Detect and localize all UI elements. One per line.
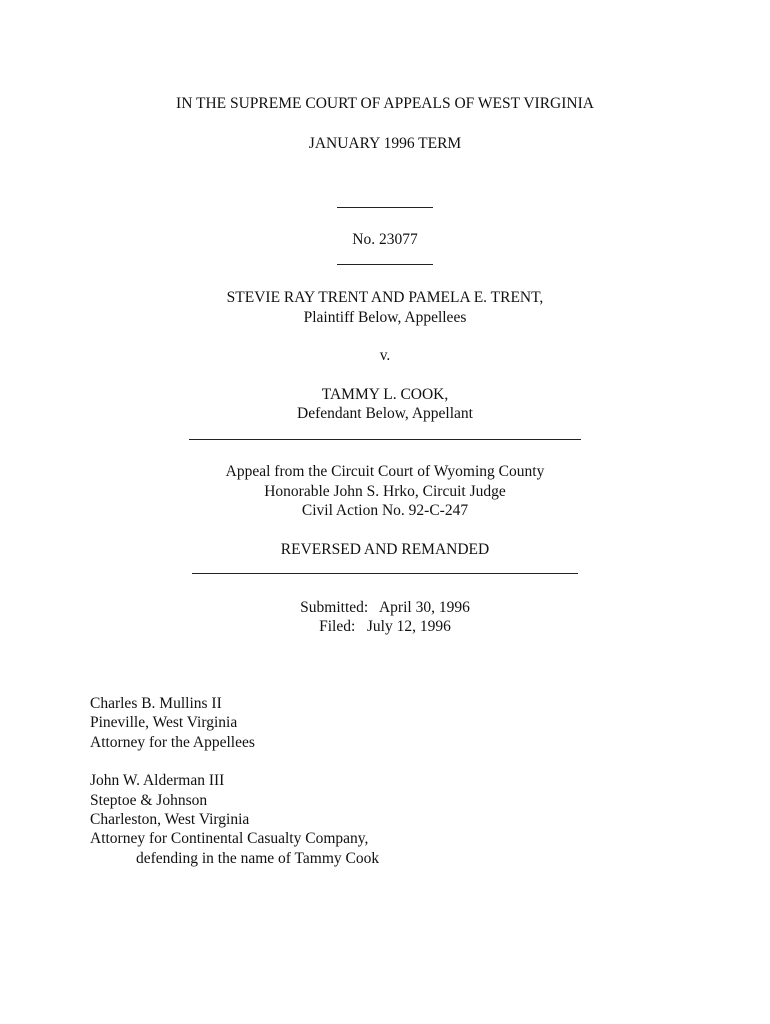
appellant-attorney-firm: Steptoe & Johnson xyxy=(90,792,208,809)
defendant: TAMMY L. COOK, xyxy=(321,386,449,403)
plaintiffs-role: Plaintiff Below, Appellees xyxy=(303,309,467,326)
rule-short-2 xyxy=(337,264,433,265)
disposition: REVERSED AND REMANDED xyxy=(280,541,490,558)
versus: v. xyxy=(379,347,391,364)
plaintiffs: STEVIE RAY TRENT AND PAMELA E. TRENT, xyxy=(226,289,544,306)
appeal-judge: Honorable John S. Hrko, Circuit Judge xyxy=(264,483,506,500)
appellees-attorney-location: Pineville, West Virginia xyxy=(90,714,238,731)
case-number: No. 23077 xyxy=(352,231,418,248)
rule-long-2 xyxy=(192,573,578,574)
appeal-from: Appeal from the Circuit Court of Wyoming County xyxy=(225,463,545,480)
rule-long-1 xyxy=(189,439,581,440)
defendant-role: Defendant Below, Appellant xyxy=(297,405,473,422)
appellees-attorney-name: Charles B. Mullins II xyxy=(90,695,222,712)
filed-date: Filed: July 12, 1996 xyxy=(319,618,451,635)
civil-action: Civil Action No. 92-C-247 xyxy=(301,502,469,519)
rule-short-1 xyxy=(337,207,433,208)
court-name: IN THE SUPREME COURT OF APPEALS OF WEST VIRGINIA xyxy=(176,95,594,112)
appellant-attorney-name: John W. Alderman III xyxy=(90,772,225,789)
court-term: JANUARY 1996 TERM xyxy=(308,135,462,152)
appellant-attorney-location: Charleston, West Virginia xyxy=(90,811,250,828)
appellees-attorney-role: Attorney for the Appellees xyxy=(90,734,255,751)
submitted-date: Submitted: April 30, 1996 xyxy=(300,599,470,616)
appellant-attorney-note: defending in the name of Tammy Cook xyxy=(136,850,380,867)
appellant-attorney-role: Attorney for Continental Casualty Company, xyxy=(90,830,369,847)
